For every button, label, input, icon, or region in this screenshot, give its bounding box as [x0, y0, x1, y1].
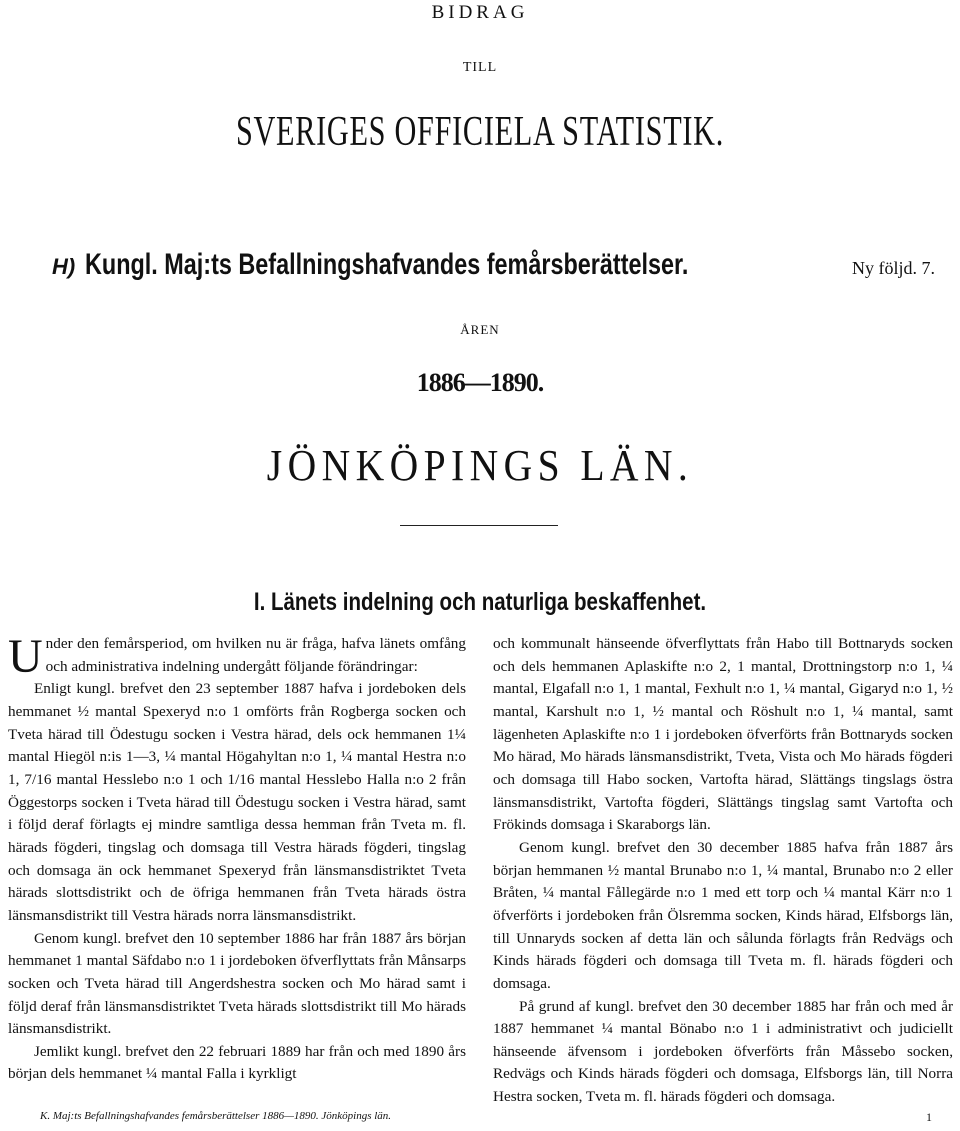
paragraph — [8, 630, 466, 683]
footer — [40, 1110, 950, 1122]
series-name: Kungl. Maj:ts Befallningshafvandes femårsberättelser. — [85, 248, 689, 281]
drop-cap: U — [8, 630, 43, 683]
series-line — [52, 248, 935, 282]
county-title: JÖNKÖPINGS LÄN. — [266, 441, 694, 490]
left-column — [8, 630, 466, 1086]
series-number: Ny följd. 7. — [852, 258, 935, 278]
divider-rule — [400, 525, 558, 526]
header-aren: ÅREN — [460, 322, 500, 337]
page-number: 1 — [926, 1110, 932, 1124]
series-letter: H) — [52, 254, 76, 279]
paragraph-text: nder den femårsperiod, om hvilken nu är fråga, hafva länets omfång och administrativa indelning undergått följande förändringar: — [45, 635, 466, 675]
paragraph: Genom kungl. brefvet den 30 december 1885 hafva från 1887 års början hemmanen ½ mantal Brunabo n:o 1, ¼ mantal, Brunabo n:o 2 eller Bråten, ¼ mantal Fållegärde n:o 1 med ett torp och ¼ mantal Kärr n:o 1 öfverförts i jordeboken från Ölsremma socken, Kinds härad, Elfsborgs län, till Unnaryds socken af detta län och sålunda förlagts från Redvägs och Kinds härads fögderi och domsaga till Tveta m. fl. härads fögderi och domsaga. — [493, 838, 953, 992]
right-column — [493, 633, 953, 1109]
header-bidrag: BIDRAG — [431, 2, 529, 23]
paragraph: Genom kungl. brefvet den 10 september 1886 har från 1887 års början hemmanet 1 mantal Säfdabo n:o 1 i jordeboken öfverflyttats från Månsarps socken och Tveta härad till Angerdshestra socken och Mo härad samt i följd deraf från länsmansdistriktet Tveta härads slottsdistrikt till Mo härads länsmansdistrikt. — [8, 929, 466, 1038]
paragraph: På grund af kungl. brefvet den 30 december 1885 har från och med år 1887 hemmanet ¼ mantal Bönabo n:o 1 i administrativt och judiciellt hänseende äfvensom i jordeboken öfverförts från Måssebo socken, Redvägs och Kinds härads fögderi och domsaga, Elfsborgs län, till Norra Hestra socken, Tveta m. fl. härads fögderi och domsaga. — [493, 997, 953, 1106]
header-years: 1886—1890. — [416, 368, 544, 397]
running-title: K. Maj:ts Befallningshafvandes femårsberättelser 1886—1890. Jönköpings län. — [40, 1110, 392, 1122]
section-title: I. Länets indelning och naturliga beskaffenhet. — [253, 588, 707, 616]
paragraph: och kommunalt hänseende öfverflyttats från Habo till Bottnaryds socken och dels hemmanen Aplaskifte n:o 2, 1 mantal, Drottningstorp n:o 1, ¼ mantal, Elgafall n:o 1, 1 mantal, Fexhult n:o 1, ¼ mantal, Gigaryd n:o 1, ½ mantal, Karshult n:o 1, ½ mantal och Röshult n:o 1, ¼ mantal, samt lägenheten Aplaskifte n:o 1 i jordeboken öfverförts från Bottnaryds socken Mo härad, Mo härads länsmansdistrikt, Tveta, Vista och Mo härads fögderi och domsaga till Habo socken, Vartofta härad, Slättängs tingslags östra länsmansdistrikt, Vartofta fögderi, Slättängs tingslag samt Vartofta och Frökinds domsaga i Skaraborgs län. — [493, 635, 953, 834]
paragraph: Enligt kungl. brefvet den 23 september 1887 hafva i jordeboken dels hemmanet ½ mantal Spexeryd n:o 1 omförts från Rogberga socken och Tveta härad till Ödestugu socken i Vestra härad, dels ock hemmanen 1¼ mantal Hiegöl n:is 1—3, ¼ mantal Högahyltan n:o 1, ¼ mantal Hestra n:o 1, 7/16 mantal Hesslebo n:o 1 och 1/16 mantal Hesslebo Halla n:o 2 från Öggestorps socken i Tveta härad till Ödestugu socken i Vestra härad, samt i följd deraf förlagts ej mindre samtliga dessa hemman från Tveta m. fl. härads fögderi, tingslag och domsaga till Vestra härads fögderi, tingslag och domsaga än ock hemmanet Spexeryd från länsmansdistriktet Tveta härads slottsdistrikt och de öfriga hemmanen från Tveta härads östra länsmansdistrikt till Vestra härads norra länsmansdistrikt. — [8, 680, 466, 924]
publication-title: SVERIGES OFFICIELA STATISTIK. — [235, 109, 725, 155]
paragraph: Jemlikt kungl. brefvet den 22 februari 1889 har från och med 1890 års början dels hemmanet ¼ mantal Falla i kyrkligt — [8, 1042, 466, 1083]
header-till: TILL — [462, 60, 498, 75]
